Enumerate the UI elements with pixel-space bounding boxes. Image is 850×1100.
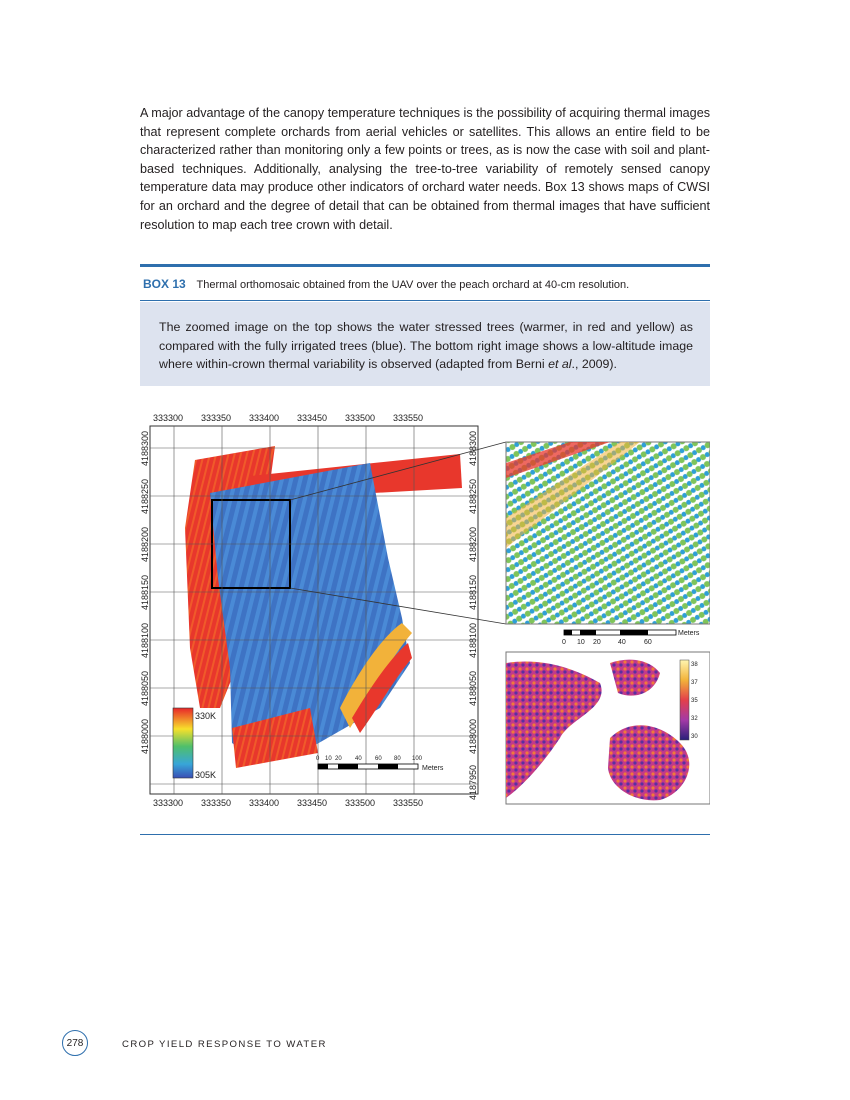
y-tick-right: 4188100 (468, 622, 478, 658)
box-description-text: The zoomed image on the top shows the water stressed trees (warmer, in red and yellow) as compared with the fully irrigated trees (blue). The bottom right image shows a low-altitude image where within-crown thermal variability is observed (adapted from Berni (159, 320, 693, 372)
zoom-scale-label: 0 (562, 639, 566, 646)
low-altitude-legend-label: 37 (691, 680, 698, 686)
y-tick-right: 4188150 (468, 574, 478, 610)
zoom-scale-unit: Meters (678, 630, 700, 637)
main-scale-label: 100 (412, 756, 423, 762)
low-altitude-legend-label: 30 (691, 734, 698, 740)
box-top-rule (140, 264, 710, 267)
box-description-panel (140, 302, 710, 386)
y-tick-left: 4188150 (140, 574, 150, 610)
body-paragraph: A major advantage of the canopy temperature techniques is the possibility of acquiring thermal images that represent complete orchards from aerial vehicles or satellites. This allows an entire field to be characterized rather than monitoring only a few points or trees, as is now the case with soil and plant-based techniques. Additionally, analysing the tree-to-tree variability of remotely sensed canopy temperature data may produce other indicators of orchard water needs. Box 13 shows maps of CWSI for an orchard and the degree of detail that can be obtained from thermal images that have sufficient resolution to map each tree crown with detail. (140, 106, 710, 232)
main-scale-label: 0 (316, 756, 320, 762)
y-tick-left: 4188000 (140, 718, 150, 754)
x-tick-bottom: 333450 (297, 798, 328, 808)
zoom-scale-label: 10 (577, 639, 585, 646)
box-header (143, 277, 629, 291)
zoom-scale-bar (562, 630, 700, 646)
y-tick-right: 4188200 (468, 526, 478, 562)
main-scale-unit: Meters (422, 765, 444, 772)
x-tick-bottom: 333300 (153, 798, 184, 808)
page-number-text: 278 (66, 1037, 84, 1049)
y-tick-left: 4188250 (140, 478, 150, 514)
low-altitude-legend-bar (680, 660, 689, 740)
y-tick-left: 4188100 (140, 622, 150, 658)
low-altitude-legend-label: 32 (691, 716, 698, 722)
y-tick-right: 4188250 (468, 478, 478, 514)
x-tick-bottom: 333350 (201, 798, 232, 808)
y-tick-left: 4188050 (140, 670, 150, 706)
low-altitude-legend-label: 38 (691, 662, 698, 668)
x-tick-top: 333450 (297, 413, 328, 423)
main-scale-label: 60 (375, 756, 382, 762)
y-tick-right: 4188000 (468, 718, 478, 754)
x-tick-top: 333400 (249, 413, 280, 423)
x-tick-labels-top (153, 413, 423, 423)
x-tick-bottom: 333550 (393, 798, 424, 808)
x-tick-top: 333500 (345, 413, 376, 423)
box-description (159, 318, 693, 374)
running-title: CROP YIELD RESPONSE TO WATER (122, 1039, 327, 1050)
low-altitude-legend-label: 35 (691, 698, 698, 704)
box-caption: Thermal orthomosaic obtained from the UAV over the peach orchard at 40-cm resolution. (196, 279, 630, 291)
page-number (62, 1030, 88, 1056)
box-description-italic: et al (548, 357, 572, 372)
x-tick-bottom: 333500 (345, 798, 376, 808)
x-tick-bottom: 333400 (249, 798, 280, 808)
y-tick-left: 4188200 (140, 526, 150, 562)
thermal-figure-svg (140, 408, 710, 812)
box-bottom-rule (140, 834, 710, 835)
y-tick-right: 4188300 (468, 430, 478, 466)
x-tick-top: 333550 (393, 413, 424, 423)
box-label: BOX 13 (143, 277, 186, 291)
legend-min-label: 305K (195, 770, 217, 780)
y-tick-labels-left (140, 431, 150, 754)
thermal-figure (140, 408, 710, 812)
y-tick-right: 4187950 (468, 764, 478, 800)
main-scale-label: 10 (325, 756, 332, 762)
main-scale-label: 80 (394, 756, 401, 762)
x-tick-top: 333350 (201, 413, 232, 423)
box-divider (140, 300, 710, 301)
x-tick-labels-bottom (153, 798, 423, 808)
zoomed-image (506, 442, 710, 624)
temperature-legend-bar (173, 708, 193, 778)
zoom-scale-label: 20 (593, 639, 601, 646)
legend-max-label: 330K (195, 711, 217, 721)
y-tick-right: 4188050 (468, 670, 478, 706)
main-scale-label: 40 (355, 756, 362, 762)
y-tick-left: 4188300 (140, 430, 150, 466)
zoom-scale-label: 60 (644, 639, 652, 646)
x-tick-top: 333300 (153, 413, 184, 423)
zoom-scale-label: 40 (618, 639, 626, 646)
box-description-end: ., 2009). (571, 357, 617, 372)
main-scale-label: 20 (335, 756, 342, 762)
